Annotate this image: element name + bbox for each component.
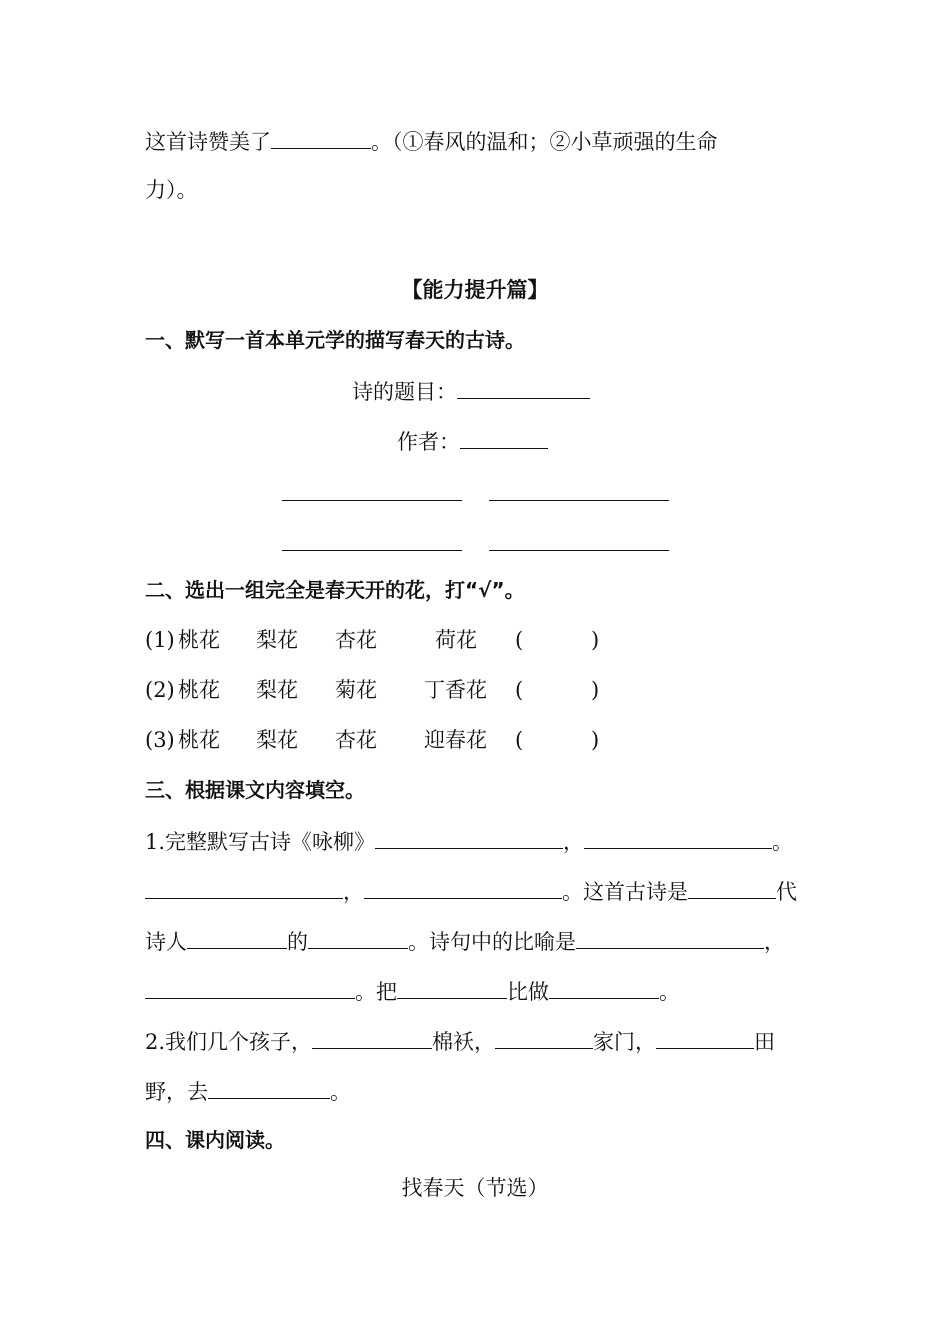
answer-blank[interactable] [375, 826, 563, 849]
q3-text: 。 [659, 980, 680, 1004]
flower-item: 迎春花 [424, 728, 487, 752]
flower-item: 梨花 [256, 628, 298, 652]
flower-item: 桃花 [178, 728, 220, 752]
author-label: 作者： [397, 430, 460, 454]
passage-title: 找春天（节选） [401, 1176, 549, 1200]
flower-item: 杏花 [335, 628, 377, 652]
q3-text: 比做 [507, 980, 549, 1004]
paren-open: ( [515, 678, 524, 702]
q3-text: 2.我们几个孩子， [145, 1030, 313, 1054]
section-title: 【能力提升篇】 [401, 278, 549, 302]
q3-text: ， [764, 930, 785, 954]
flower-item: 菊花 [335, 678, 377, 702]
q3-text: 。这首古诗是 [562, 880, 688, 904]
answer-blank[interactable] [584, 826, 772, 849]
answer-blank[interactable] [397, 976, 507, 999]
q3-text: 的 [287, 930, 308, 954]
q3-p2-line-2 [145, 1076, 351, 1106]
q3-text: ， [563, 830, 585, 854]
q4-heading: 四、课内阅读。 [145, 1128, 285, 1152]
q3-text: 1.完整默写古诗《咏柳》 [145, 830, 376, 854]
check-slot-2[interactable] [528, 676, 588, 704]
option-number: (1) [145, 628, 175, 652]
check-slot-3[interactable] [528, 726, 588, 754]
q3-p1-line-3 [145, 926, 785, 956]
answer-blank[interactable] [145, 976, 355, 999]
check-slot-1[interactable] [528, 626, 588, 654]
intro-line-2: 力）。 [145, 178, 198, 202]
answer-blank[interactable] [145, 876, 343, 899]
answer-blank[interactable] [308, 926, 408, 949]
answer-blank[interactable] [495, 1026, 593, 1049]
author-row [397, 426, 548, 456]
flower-item: 杏花 [335, 728, 377, 752]
q3-text: 。 [330, 1080, 351, 1104]
flower-item: 荷花 [435, 628, 477, 652]
q3-text: 野，去 [145, 1080, 208, 1104]
q3-p2-line-1 [145, 1026, 775, 1056]
author-blank[interactable] [460, 426, 548, 449]
paren-close: ) [591, 628, 600, 652]
q3-heading: 三、根据课文内容填空。 [145, 778, 365, 802]
flower-item: 丁香花 [424, 678, 487, 702]
intro-text-a: 这首诗赞美了 [145, 130, 271, 154]
paren-close: ) [591, 678, 600, 702]
q3-text: 。诗句中的比喻是 [408, 930, 576, 954]
answer-blank[interactable] [364, 876, 562, 899]
intro-line-1 [145, 126, 718, 156]
poem-line-blank-2[interactable] [489, 500, 669, 501]
option-number: (2) [145, 678, 175, 702]
answer-blank[interactable] [688, 876, 776, 899]
poem-title-row [352, 376, 590, 406]
paren-close: ) [591, 728, 600, 752]
q3-p1-line-4 [145, 976, 680, 1006]
flower-item: 桃花 [178, 628, 220, 652]
poem-line-blank-1[interactable] [282, 500, 462, 501]
poem-line-blank-3[interactable] [282, 550, 462, 551]
q3-text: 。 [772, 830, 794, 854]
q3-text: ， [343, 880, 364, 904]
q2-heading: 二、选出一组完全是春天开的花，打“√”。 [145, 578, 525, 602]
answer-blank[interactable] [312, 1026, 432, 1049]
option-number: (3) [145, 728, 175, 752]
flower-item: 梨花 [256, 728, 298, 752]
paren-open: ( [515, 628, 524, 652]
q3-p1-line-2 [145, 876, 797, 906]
answer-blank[interactable] [271, 126, 371, 149]
answer-blank[interactable] [656, 1026, 754, 1049]
answer-blank[interactable] [549, 976, 659, 999]
q3-text: 。把 [355, 980, 397, 1004]
answer-blank[interactable] [187, 926, 287, 949]
intro-text-b: 。（①春风的温和；②小草顽强的生命 [371, 130, 718, 154]
answer-blank[interactable] [208, 1076, 330, 1099]
answer-blank[interactable] [576, 926, 764, 949]
q3-text: 代 [776, 880, 797, 904]
poem-line-blank-4[interactable] [489, 550, 669, 551]
q3-text: 田 [754, 1030, 776, 1054]
q3-p1-line-1 [145, 826, 793, 856]
q3-text: 家门， [593, 1030, 657, 1054]
poem-title-blank[interactable] [457, 376, 590, 399]
q3-text: 诗人 [145, 930, 187, 954]
flower-item: 桃花 [178, 678, 220, 702]
paren-open: ( [515, 728, 524, 752]
q1-heading: 一、默写一首本单元学的描写春天的古诗。 [145, 328, 525, 352]
flower-item: 梨花 [256, 678, 298, 702]
poem-title-label: 诗的题目： [352, 380, 457, 404]
q3-text: 棉袄， [432, 1030, 496, 1054]
